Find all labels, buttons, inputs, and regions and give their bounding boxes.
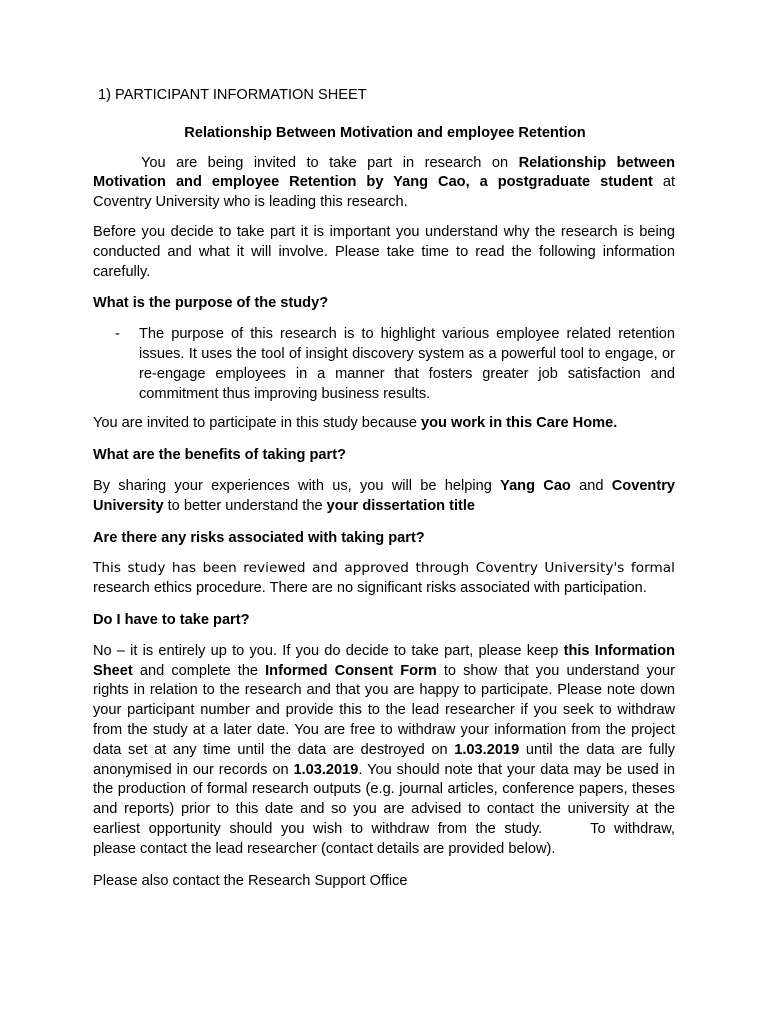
take-part-bold-1: this Information Sheet bbox=[93, 642, 675, 679]
bullet-dash: - bbox=[115, 326, 120, 343]
take-part-paragraph bbox=[93, 642, 675, 860]
sheet-heading: 1) PARTICIPANT INFORMATION SHEET bbox=[98, 87, 367, 103]
before-paragraph: Before you decide to take part it is important you understand why the research is being conducted and what it will involve. Please take time to read the following information carefully. bbox=[93, 223, 675, 280]
take-part-text-3: to show that you understand your rights in relation to the research and that you are happy to participate. Please note down your participant number and provide this to the lead researcher if you seek to withdraw from the study at a later date. You are free to withdraw your information from the project data set at any time until the data are destroyed on bbox=[93, 662, 675, 758]
question-risks: Are there any risks associated with taking part? bbox=[93, 529, 425, 546]
benefits-text-3: to better understand the bbox=[163, 497, 327, 514]
risks-text-2: research ethics procedure. There are no significant risks associated with participation. bbox=[93, 580, 647, 597]
benefits-bold-3: your dissertation title bbox=[326, 497, 476, 514]
take-part-text-6: To withdraw, please contact the lead researcher (contact details are provided below). bbox=[93, 820, 675, 857]
invited-paragraph bbox=[93, 414, 675, 434]
take-part-bold-3: 1.03.2019 bbox=[454, 741, 520, 758]
risks-paragraph bbox=[93, 559, 675, 599]
benefits-text-2: and bbox=[570, 477, 612, 494]
question-benefits: What are the benefits of taking part? bbox=[93, 447, 346, 464]
intro-paragraph bbox=[93, 154, 675, 213]
support-paragraph: Please also contact the Research Support Office bbox=[93, 872, 408, 889]
benefits-bold-2: Coventry University bbox=[93, 477, 676, 514]
purpose-bullet bbox=[115, 325, 675, 404]
question-take-part: Do I have to take part? bbox=[93, 611, 250, 628]
purpose-text: The purpose of this research is to highlight various employee related retention issues. It uses the tool of insight discovery system as a powerful tool to engage, or re-engage employees in a manner that fosters greater job satisfaction and commitment thus improving business results. bbox=[139, 326, 675, 402]
invited-text-1: You are invited to participate in this study because bbox=[93, 415, 422, 432]
risks-text-1: This study has been reviewed and approved through Coventry University's formal bbox=[93, 560, 675, 577]
take-part-text-4: until the data are fully anonymised in our records on bbox=[93, 741, 676, 778]
question-purpose: What is the purpose of the study? bbox=[93, 295, 329, 312]
document-page bbox=[93, 86, 675, 891]
benefits-bold-1: Yang Cao bbox=[500, 477, 571, 494]
take-part-bold-2: Informed Consent Form bbox=[265, 662, 437, 679]
take-part-text-2: and complete the bbox=[132, 662, 266, 679]
intro-text-2: at Coventry University who is leading this research. bbox=[93, 174, 675, 211]
intro-text-1: You are being invited to take part in research on bbox=[141, 154, 519, 171]
document-title: Relationship Between Motivation and employee Retention bbox=[184, 124, 586, 141]
benefits-paragraph bbox=[93, 477, 675, 517]
take-part-bold-4: 1.03.2019 bbox=[293, 761, 359, 778]
benefits-text-1: By sharing your experiences with us, you will be helping bbox=[93, 477, 501, 494]
take-part-text-1: No – it is entirely up to you. If you do decide to take part, please keep bbox=[93, 642, 564, 659]
invited-bold-1: you work in this Care Home. bbox=[421, 415, 618, 432]
intro-bold-1: Relationship between Motivation and employee Retention by Yang Cao, a postgraduate student bbox=[93, 154, 676, 191]
take-part-text-5: . You should note that your data may be used in the production of formal research outputs (e.g. journal articles, conference papers, theses and reports) prior to this date and so you are advised to contact the university at the earliest opportunity should you wish to withdraw from the study. bbox=[93, 761, 675, 837]
